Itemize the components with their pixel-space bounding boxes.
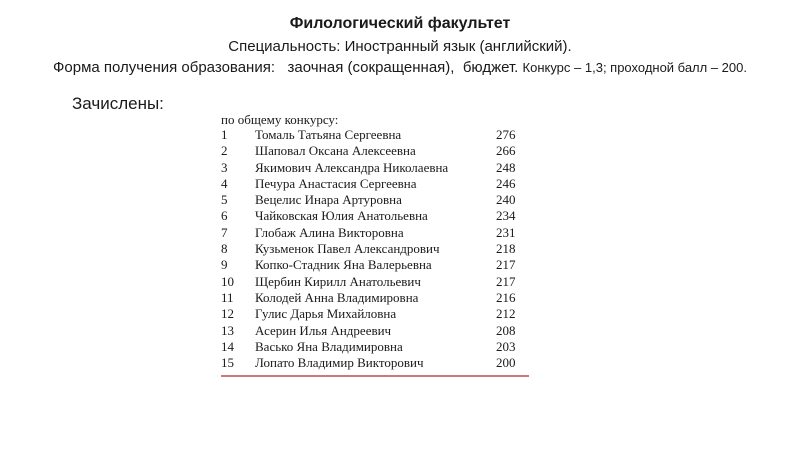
funding-type: бюджет. bbox=[462, 59, 519, 76]
list-row bbox=[221, 323, 531, 339]
list-row bbox=[221, 241, 531, 257]
student-score: 208 bbox=[496, 322, 516, 338]
student-name: Печура Анастасия Сергеевна bbox=[255, 175, 417, 191]
student-score: 218 bbox=[496, 241, 516, 257]
page-header bbox=[0, 14, 800, 78]
student-score: 217 bbox=[496, 273, 516, 289]
student-score: 248 bbox=[496, 159, 516, 175]
student-score: 240 bbox=[496, 192, 516, 208]
row-number: 1 bbox=[221, 127, 228, 142]
row-number: 13 bbox=[221, 322, 234, 338]
student-score: 216 bbox=[496, 289, 516, 305]
form-label: Форма получения образования: bbox=[53, 59, 276, 76]
student-score: 200 bbox=[496, 355, 516, 371]
faculty-title: Филологический факультет bbox=[289, 15, 511, 32]
student-name: Глобаж Алина Викторовна bbox=[255, 224, 404, 240]
student-score: 234 bbox=[496, 208, 516, 224]
row-number: 9 bbox=[221, 257, 228, 273]
row-number: 8 bbox=[221, 241, 228, 257]
row-number: 14 bbox=[221, 338, 234, 354]
row-number: 15 bbox=[221, 355, 234, 371]
list-row bbox=[221, 355, 531, 371]
education-form-line bbox=[20, 58, 780, 78]
list-row bbox=[221, 143, 531, 159]
enrolled-label: Зачислены: bbox=[72, 94, 164, 113]
student-name: Шаповал Оксана Алексеевна bbox=[255, 143, 416, 159]
student-score: 203 bbox=[496, 338, 516, 354]
row-number: 6 bbox=[221, 208, 228, 224]
list-row bbox=[221, 339, 531, 355]
enrolled-list bbox=[221, 113, 531, 377]
student-score: 217 bbox=[496, 257, 516, 273]
list-row bbox=[221, 306, 531, 322]
list-row bbox=[221, 160, 531, 176]
list-row bbox=[221, 127, 531, 143]
student-name: Вецелис Инара Артуровна bbox=[255, 192, 402, 208]
list-row bbox=[221, 192, 531, 208]
list-row bbox=[221, 208, 531, 224]
student-score: 231 bbox=[496, 224, 516, 240]
student-name: Васько Яна Владимировна bbox=[255, 338, 403, 354]
student-name: Асерин Илья Андреевич bbox=[255, 322, 392, 338]
specialty-line: Специальность: Иностранный язык (английский). bbox=[228, 38, 572, 55]
student-name: Гулис Дарья Михайловна bbox=[255, 306, 397, 322]
list-row bbox=[221, 274, 531, 290]
row-number: 2 bbox=[221, 143, 228, 159]
row-number: 12 bbox=[221, 306, 234, 322]
student-name: Томаль Татьяна Сергеевна bbox=[255, 127, 402, 142]
student-score: 266 bbox=[496, 143, 516, 159]
list-underline bbox=[221, 375, 529, 377]
list-row bbox=[221, 176, 531, 192]
student-name: Кузьменок Павел Александрович bbox=[255, 241, 440, 257]
student-score: 276 bbox=[496, 127, 516, 142]
student-name: Лопато Владимир Викторович bbox=[255, 355, 424, 371]
list-heading: по общему конкурсу: bbox=[221, 112, 339, 127]
list-row bbox=[221, 290, 531, 306]
form-value: заочная (сокращенная), bbox=[287, 59, 455, 76]
student-score: 212 bbox=[496, 306, 516, 322]
student-name: Якимович Александра Николаевна bbox=[255, 159, 449, 175]
row-number: 3 bbox=[221, 159, 228, 175]
student-name: Щербин Кирилл Анатольевич bbox=[255, 273, 421, 289]
student-score: 246 bbox=[496, 175, 516, 191]
list-row bbox=[221, 257, 531, 273]
row-number: 4 bbox=[221, 175, 228, 191]
row-number: 10 bbox=[221, 273, 234, 289]
row-number: 11 bbox=[221, 289, 234, 305]
competition-info: Конкурс – 1,3; проходной балл – 200. bbox=[522, 60, 747, 75]
student-name: Копко-Стадник Яна Валерьевна bbox=[255, 257, 432, 273]
student-name: Чайковская Юлия Анатольевна bbox=[255, 208, 428, 224]
list-row bbox=[221, 225, 531, 241]
row-number: 5 bbox=[221, 192, 228, 208]
student-name: Колодей Анна Владимировна bbox=[255, 289, 419, 305]
row-number: 7 bbox=[221, 224, 228, 240]
